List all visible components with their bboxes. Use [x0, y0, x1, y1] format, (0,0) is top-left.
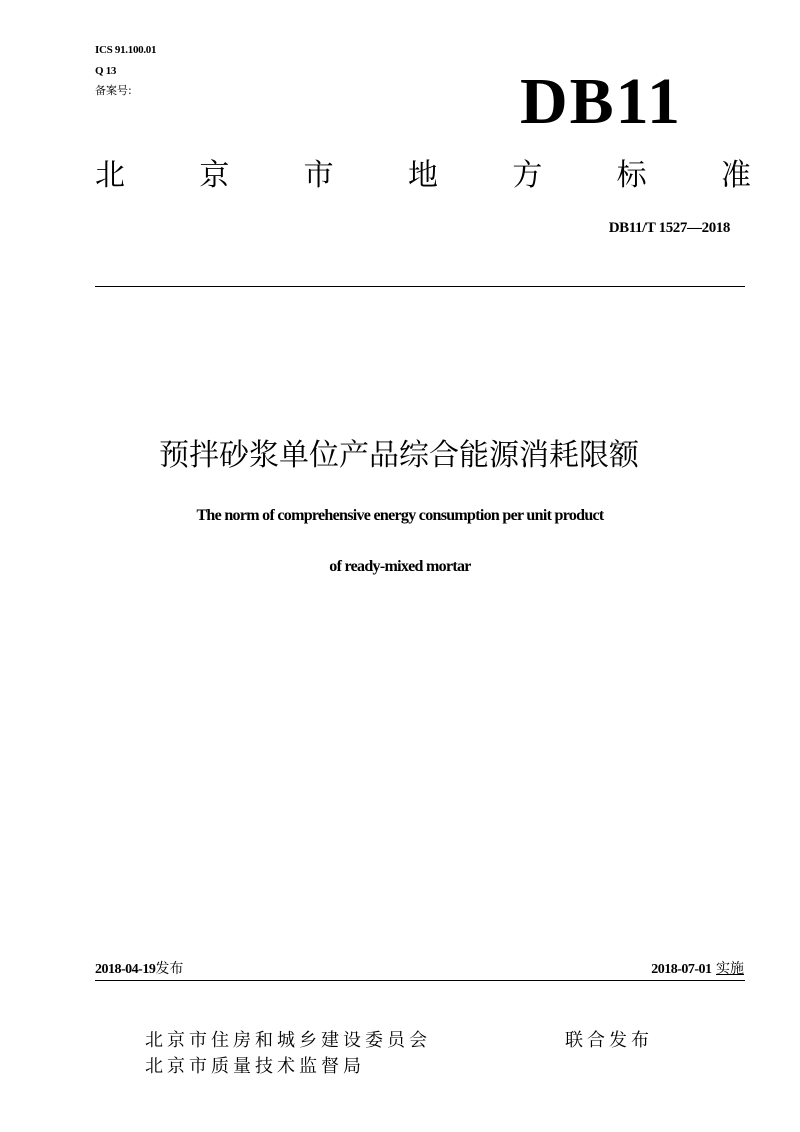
document-title-cn: [0, 434, 800, 478]
record-number-label: 备案号:: [95, 84, 132, 97]
standard-type-char: 标: [616, 158, 647, 193]
document-title-cn-text: 预拌砂浆单位产品综合能源消耗限额: [159, 438, 639, 473]
bottom-divider: [95, 980, 745, 981]
implementation-date-value: 2018-07-01: [651, 962, 712, 977]
document-title-en-line1: The norm of comprehensive energy consumption per unit product: [196, 507, 604, 524]
ics-code: ICS 91.100.01: [95, 44, 157, 56]
standard-type-char: 方: [512, 158, 543, 193]
standard-type-char: 地: [407, 158, 438, 193]
joint-issue-label: 联合发布: [565, 1030, 653, 1051]
standard-code-mark: DB11: [520, 65, 683, 138]
issue-date-label: 发布: [155, 961, 184, 977]
issue-date: [95, 958, 183, 980]
document-title-en-line2: of ready-mixed mortar: [329, 558, 471, 575]
issuer-line-2: 北京市质量技术监督局: [145, 1056, 365, 1077]
standard-type-char: 北: [95, 158, 125, 193]
implementation-date-label: 实施: [716, 961, 744, 977]
issuer-line-1: 北京市住房和城乡建设委员会: [145, 1030, 431, 1051]
standard-number: DB11/T 1527—2018: [608, 220, 730, 236]
standard-type-char: 京: [199, 158, 230, 193]
standard-type-char: 市: [303, 158, 334, 193]
implementation-date: [560, 958, 744, 980]
standard-type-heading: [95, 154, 751, 198]
issue-date-value: 2018-04-19: [95, 962, 156, 977]
standard-type-char: 准: [720, 158, 751, 193]
top-divider: [95, 286, 745, 287]
ccs-code: Q 13: [95, 65, 117, 77]
